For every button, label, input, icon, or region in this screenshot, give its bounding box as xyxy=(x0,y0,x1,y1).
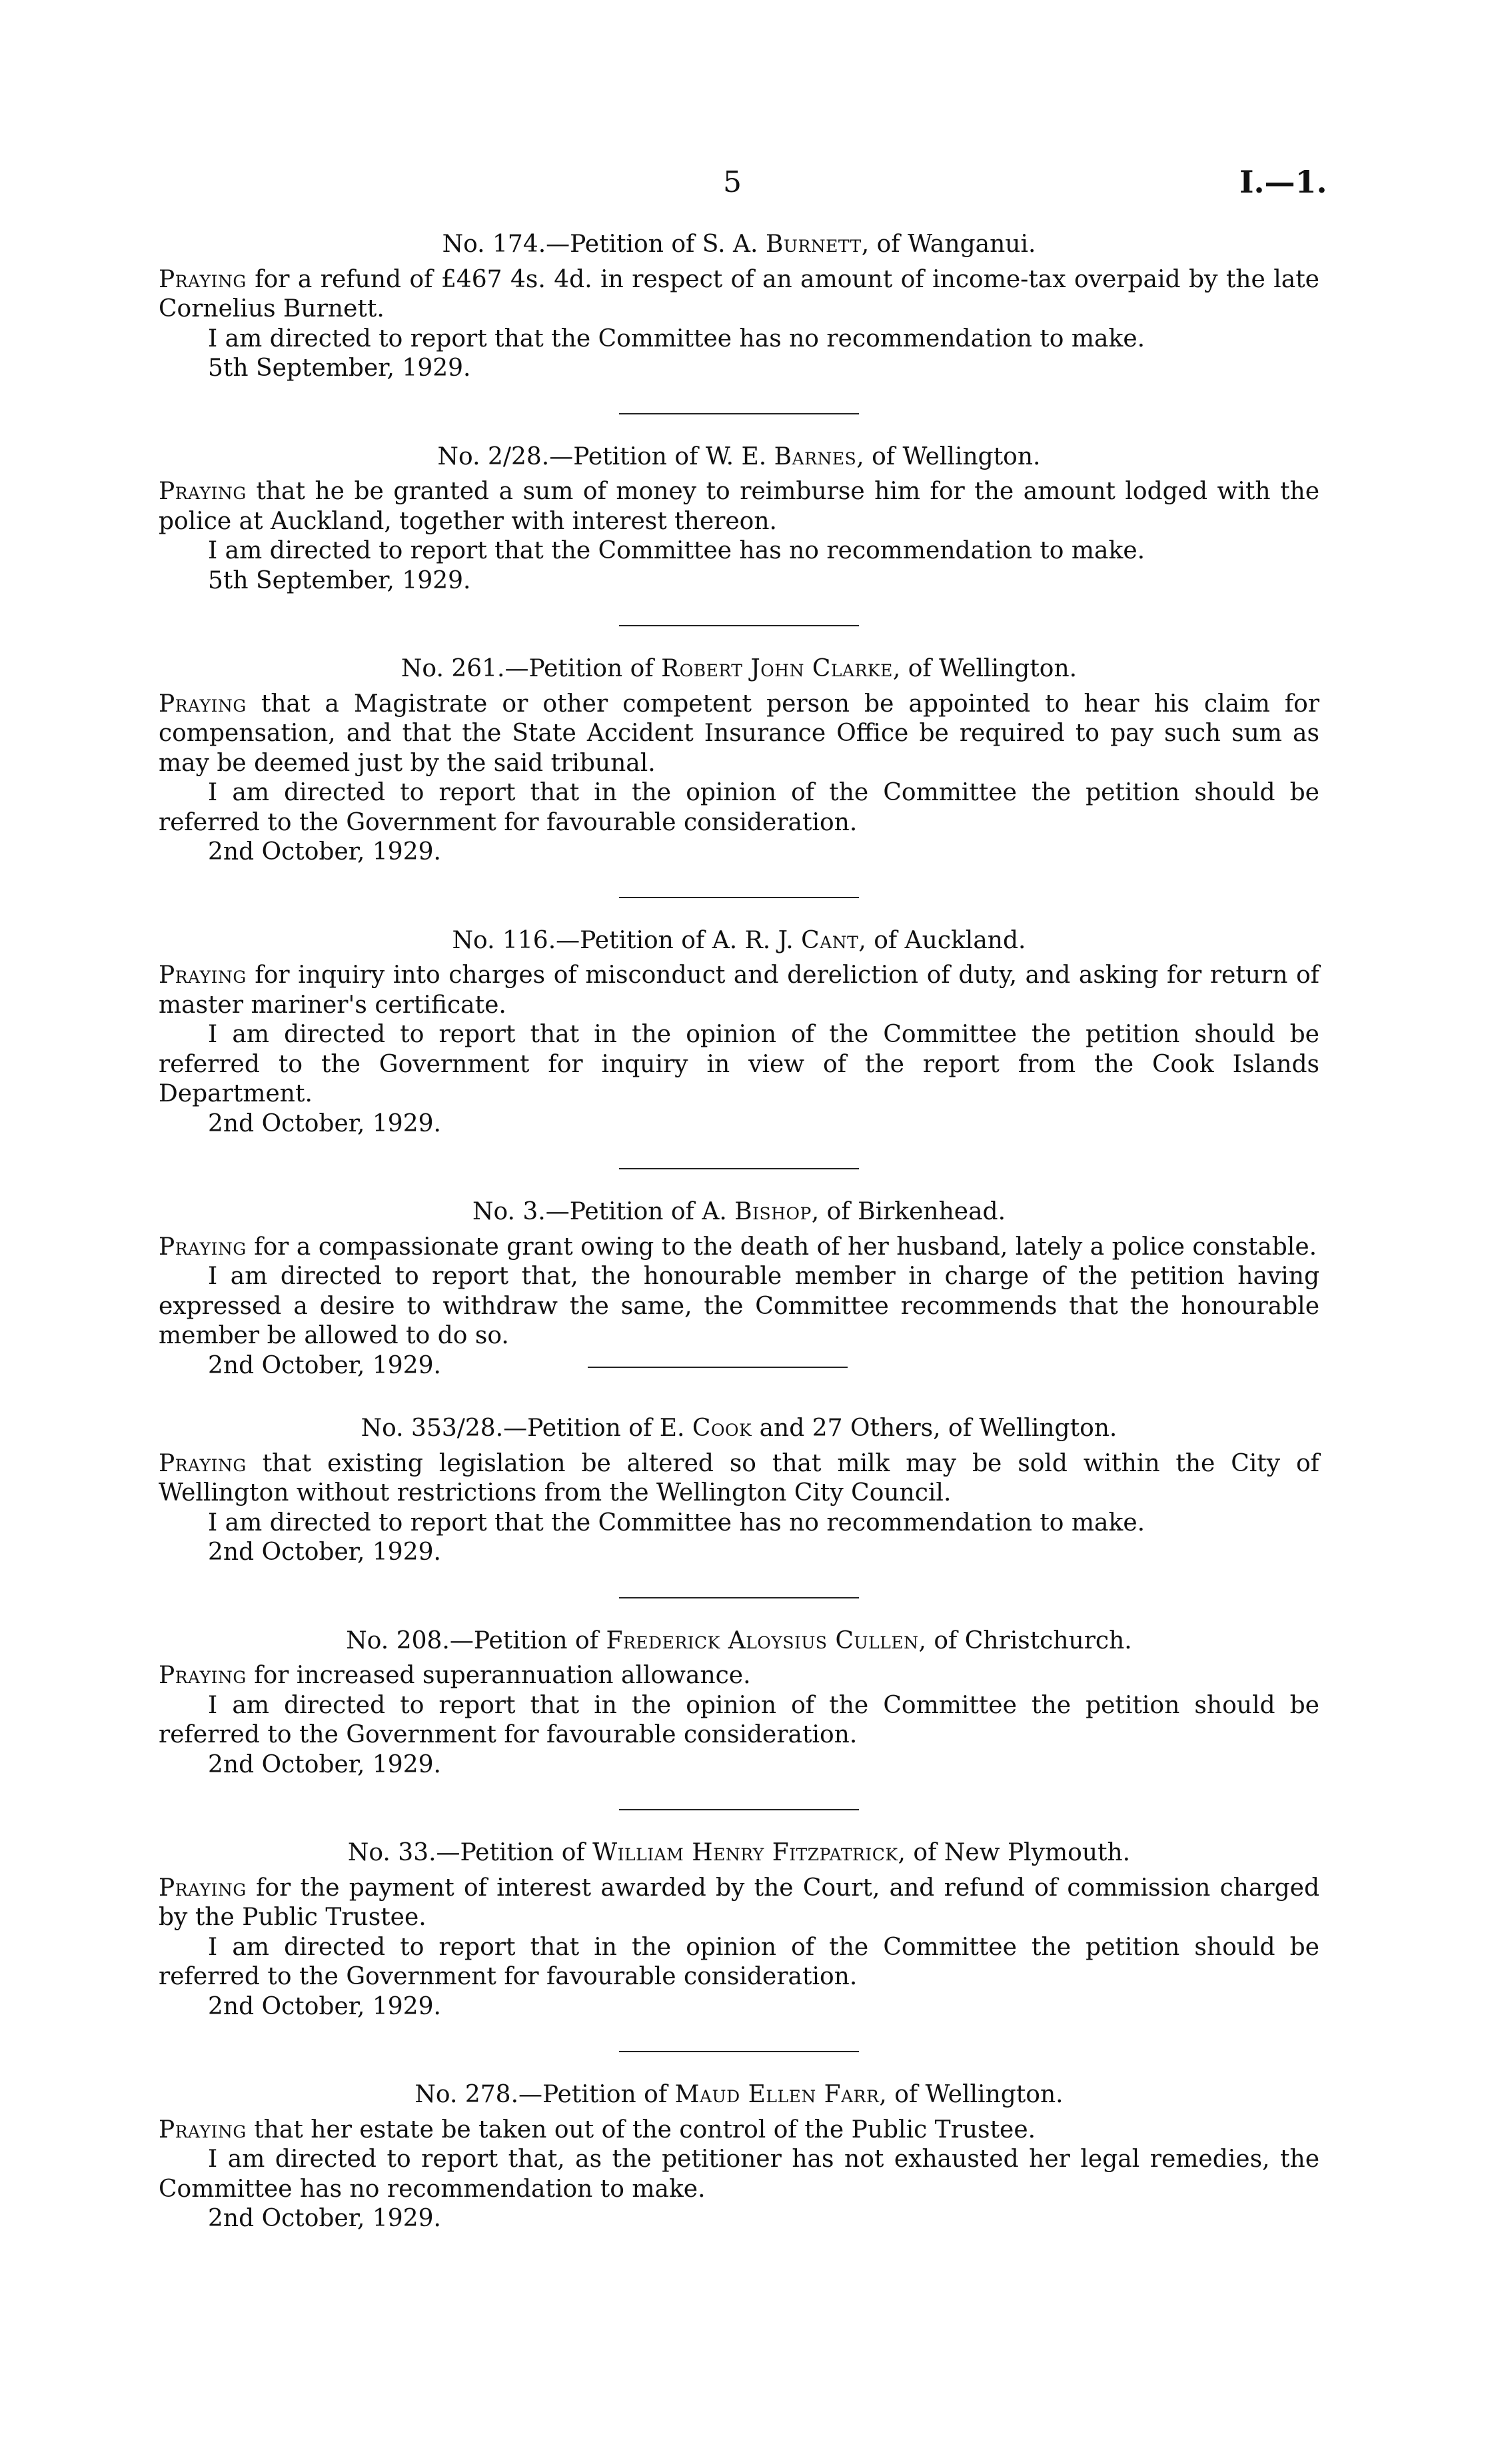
praying-paragraph: Praying that a Magistrate or other competent person be appointed to hear his claim for compensation, and that the State Accident Insurance Office be required to pay such sum as may be deemed just by the said tribunal. xyxy=(159,690,1319,777)
page-header xyxy=(0,165,1488,205)
section-divider xyxy=(159,2022,1319,2080)
petition-entry xyxy=(159,1838,1319,2022)
petition-title: No. 2/28.—Petition of W. E. Barnes, of Wellington. xyxy=(437,442,1041,470)
section-divider xyxy=(159,1568,1319,1626)
petitioner-name: Frederick Aloysius Cullen xyxy=(606,1626,919,1654)
petition-date: 5th September, 1929. xyxy=(208,354,471,382)
petition-date: 5th September, 1929. xyxy=(208,566,471,594)
petition-date: 2nd October, 1929. xyxy=(208,838,441,866)
petition-entry xyxy=(159,230,1319,384)
section-divider xyxy=(159,384,1319,442)
praying-paragraph: Praying that he be granted a sum of money to reimburse him for the amount lodged with the police at Auckland, together with interest thereon. xyxy=(159,478,1319,535)
praying-paragraph: Praying for a refund of £467 4s. 4d. in respect of an amount of income-tax overpaid by the late Cornelius Burnett. xyxy=(159,265,1319,322)
petition-entry xyxy=(159,926,1319,1139)
petition-entry xyxy=(159,1197,1319,1381)
report-paragraph: I am directed to report that the Committee has no recommendation to make. xyxy=(208,537,1145,564)
section-divider xyxy=(159,868,1319,926)
report-paragraph: I am directed to report that in the opinion of the Committee the petition should be referred to the Government for inquiry in view of the report from the Cook Islands Department. xyxy=(159,1021,1319,1107)
petitioner-name: Burnett xyxy=(765,231,862,258)
petition-date: 2nd October, 1929. xyxy=(208,1539,441,1566)
report-paragraph: I am directed to report that the Committee has no recommendation to make. xyxy=(208,1509,1145,1537)
petition-title: No. 174.—Petition of S. A. Burnett, of Wanganui. xyxy=(442,231,1036,258)
petition-entry xyxy=(159,442,1319,596)
report-paragraph: I am directed to report that in the opinion of the Committee the petition should be referred to the Government for favourable consideration. xyxy=(159,779,1319,836)
report-paragraph: I am directed to report that in the opinion of the Committee the petition should be referred to the Government for favourable consideration. xyxy=(159,1691,1319,1748)
petition-date: 2nd October, 1929. xyxy=(208,2205,441,2232)
praying-paragraph: Praying that her estate be taken out of the control of the Public Trustee. xyxy=(159,2116,1036,2144)
petition-title: No. 261.—Petition of Robert John Clarke, of Wellington. xyxy=(400,655,1078,682)
page-reference: I.—1. xyxy=(1239,164,1327,200)
petition-title: No. 33.—Petition of William Henry Fitzpatrick, of New Plymouth. xyxy=(347,1839,1131,1866)
praying-paragraph: Praying that existing legislation be altered so that milk may be sold within the City of Wellington without restrictions from the Wellington City Council. xyxy=(159,1449,1319,1507)
petitioner-name: Cook xyxy=(692,1415,752,1442)
report-paragraph: I am directed to report that in the opinion of the Committee the petition should be referred to the Government for favourable consideration. xyxy=(159,1933,1319,1990)
petitioner-name: Bishop xyxy=(734,1198,812,1225)
petitioner-name: Maud Ellen Farr xyxy=(674,2081,880,2108)
petitioner-name: Robert John Clarke xyxy=(661,655,893,682)
petition-entry xyxy=(159,2080,1319,2234)
petition-entry xyxy=(159,1414,1319,1568)
petition-date: 2nd October, 1929. xyxy=(208,1109,441,1137)
petition-date: 2nd October, 1929. xyxy=(208,1750,441,1778)
praying-paragraph: Praying for a compassionate grant owing to the death of her husband, lately a police constable. xyxy=(159,1233,1317,1261)
petitioner-name: William Henry Fitzpatrick xyxy=(592,1839,898,1866)
petitions-list xyxy=(159,230,1319,2234)
petitioner-name: Barnes xyxy=(774,442,857,470)
petition-entry xyxy=(159,654,1319,868)
petition-entry xyxy=(159,1626,1319,1780)
praying-paragraph: Praying for the payment of interest awarded by the Court, and refund of commission charged by the Public Trustee. xyxy=(159,1874,1319,1931)
petition-title: No. 278.—Petition of Maud Ellen Farr, of Wellington. xyxy=(414,2081,1064,2108)
section-divider xyxy=(159,1780,1319,1838)
section-divider xyxy=(159,596,1319,654)
page-number: 5 xyxy=(723,165,742,199)
praying-paragraph: Praying for increased superannuation allowance. xyxy=(159,1662,751,1689)
petition-title: No. 116.—Petition of A. R. J. Cant, of Auckland. xyxy=(452,926,1026,954)
petition-title: No. 353/28.—Petition of E. Cook and 27 Others, of Wellington. xyxy=(361,1415,1117,1442)
praying-paragraph: Praying for inquiry into charges of misconduct and dereliction of duty, and asking for return of master mariner's certificate. xyxy=(159,961,1319,1019)
section-divider xyxy=(159,1139,1319,1197)
report-paragraph: I am directed to report that, as the petitioner has not exhausted her legal remedies, the Committee has no recommendation to make. xyxy=(159,2146,1319,2203)
petition-title: No. 208.—Petition of Frederick Aloysius Cullen, of Christchurch. xyxy=(346,1626,1132,1654)
petitioner-name: Cant xyxy=(801,926,859,954)
report-paragraph: I am directed to report that the Committee has no recommendation to make. xyxy=(208,324,1145,352)
petition-date: 2nd October, 1929. xyxy=(159,1351,1319,1381)
petition-date: 2nd October, 1929. xyxy=(208,1992,441,2020)
report-paragraph: I am directed to report that, the honourable member in charge of the petition having expressed a desire to withdraw the same, the Committee recommends that the honourable member be allowed to do so. xyxy=(159,1263,1319,1349)
section-divider xyxy=(588,1367,848,1368)
petition-title: No. 3.—Petition of A. Bishop, of Birkenhead. xyxy=(472,1198,1006,1225)
